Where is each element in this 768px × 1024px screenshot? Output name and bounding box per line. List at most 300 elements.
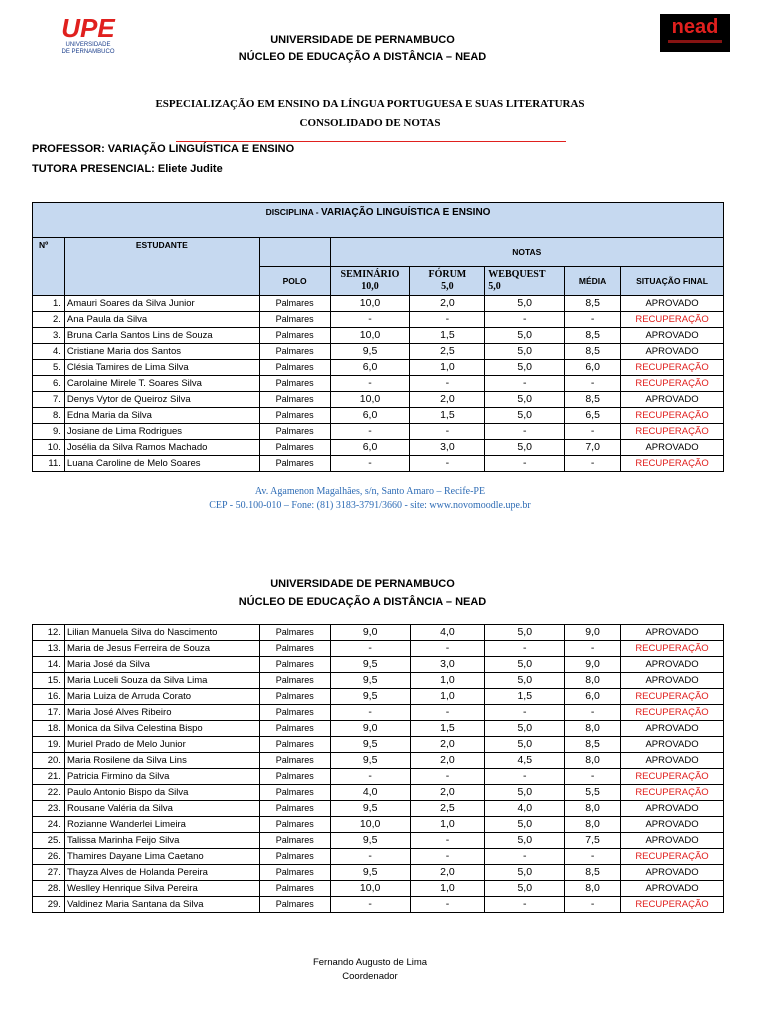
student-name: Thamires Dayane Lima Caetano xyxy=(64,849,259,865)
forum-grade: 2,5 xyxy=(410,344,485,360)
situacao-status: APROVADO xyxy=(621,801,724,817)
red-divider xyxy=(176,141,566,142)
student-row xyxy=(33,721,724,737)
situacao-status: APROVADO xyxy=(621,833,724,849)
polo-value: Palmares xyxy=(259,360,330,376)
student-row xyxy=(33,833,724,849)
situacao-status: RECUPERAÇÃO xyxy=(621,408,724,424)
student-name: Patricia Firmino da Silva xyxy=(64,769,259,785)
header-row-1 xyxy=(33,238,724,267)
grades-table-1 xyxy=(32,202,724,472)
row-number: 19. xyxy=(33,737,65,753)
situacao-status: RECUPERAÇÃO xyxy=(621,641,724,657)
student-row xyxy=(33,865,724,881)
polo-value: Palmares xyxy=(259,328,330,344)
student-name: Maria Luiza de Arruda Corato xyxy=(64,689,259,705)
row-number: 6. xyxy=(33,376,65,392)
polo-value: Palmares xyxy=(259,817,330,833)
student-row xyxy=(33,849,724,865)
media-grade: - xyxy=(565,456,621,472)
nucleus-title-2: NÚCLEO DE EDUCAÇÃO A DISTÂNCIA – NEAD xyxy=(238,596,487,608)
seminario-grade: - xyxy=(330,424,410,440)
seminario-grade: - xyxy=(330,769,410,785)
col-polo-top xyxy=(259,238,330,267)
forum-label: FÓRUM xyxy=(428,269,467,280)
row-number: 17. xyxy=(33,705,65,721)
student-row xyxy=(33,705,724,721)
row-number: 9. xyxy=(33,424,65,440)
seminario-grade: 9,5 xyxy=(330,865,410,881)
col-seminario xyxy=(330,267,410,296)
situacao-status: RECUPERAÇÃO xyxy=(621,769,724,785)
media-grade: 9,0 xyxy=(565,625,621,641)
student-row xyxy=(33,737,724,753)
student-name: Monica da Silva Celestina Bispo xyxy=(64,721,259,737)
student-row xyxy=(33,673,724,689)
seminario-grade: 9,0 xyxy=(330,721,410,737)
signature-role: Coordenador xyxy=(342,971,398,982)
nead-logo-text: nead xyxy=(671,16,719,38)
seminario-grade: 6,0 xyxy=(330,440,410,456)
webquest-grade: - xyxy=(485,705,565,721)
forum-grade: - xyxy=(410,849,485,865)
student-name: Maria de Jesus Ferreira de Souza xyxy=(64,641,259,657)
situacao-status: RECUPERAÇÃO xyxy=(621,705,724,721)
media-grade: 5,5 xyxy=(565,785,621,801)
situacao-status: APROVADO xyxy=(621,328,724,344)
webquest-grade: 5,0 xyxy=(485,721,565,737)
forum-grade: 1,0 xyxy=(410,360,485,376)
row-number: 25. xyxy=(33,833,65,849)
polo-value: Palmares xyxy=(259,721,330,737)
webquest-max: 5,0 xyxy=(488,281,501,292)
media-grade: 8,5 xyxy=(565,296,621,312)
seminario-grade: 10,0 xyxy=(330,328,410,344)
row-number: 13. xyxy=(33,641,65,657)
row-number: 8. xyxy=(33,408,65,424)
student-row xyxy=(33,657,724,673)
webquest-grade: - xyxy=(485,769,565,785)
seminario-grade: - xyxy=(330,376,410,392)
forum-grade: 1,0 xyxy=(410,817,485,833)
situacao-status: RECUPERAÇÃO xyxy=(621,785,724,801)
student-row xyxy=(33,440,724,456)
media-grade: 8,0 xyxy=(565,817,621,833)
student-name: Maria José da Silva xyxy=(64,657,259,673)
webquest-grade: 5,0 xyxy=(485,785,565,801)
student-name: Cristiane Maria dos Santos xyxy=(64,344,259,360)
situacao-status: RECUPERAÇÃO xyxy=(621,897,724,913)
webquest-grade: 5,0 xyxy=(485,865,565,881)
forum-grade: 4,0 xyxy=(410,625,485,641)
report-subtitle: CONSOLIDADO DE NOTAS xyxy=(299,117,441,129)
polo-value: Palmares xyxy=(259,344,330,360)
forum-grade: 1,0 xyxy=(410,689,485,705)
polo-value: Palmares xyxy=(259,673,330,689)
polo-value: Palmares xyxy=(259,296,330,312)
student-row xyxy=(33,785,724,801)
student-name: Thayza Alves de Holanda Pereira xyxy=(64,865,259,881)
col-webquest xyxy=(485,267,565,296)
student-name: Edna Maria da Silva xyxy=(64,408,259,424)
forum-grade: - xyxy=(410,641,485,657)
polo-value: Palmares xyxy=(259,769,330,785)
situacao-status: APROVADO xyxy=(621,673,724,689)
student-row xyxy=(33,641,724,657)
student-row xyxy=(33,817,724,833)
webquest-grade: 1,5 xyxy=(485,689,565,705)
media-grade: 8,0 xyxy=(565,753,621,769)
tutora-line: TUTORA PRESENCIAL: Eliete Judite xyxy=(32,163,223,175)
polo-value: Palmares xyxy=(259,424,330,440)
webquest-grade: 5,0 xyxy=(485,673,565,689)
situacao-status: RECUPERAÇÃO xyxy=(621,424,724,440)
situacao-status: APROVADO xyxy=(621,392,724,408)
student-row xyxy=(33,408,724,424)
webquest-grade: 5,0 xyxy=(485,296,565,312)
seminario-grade: 6,0 xyxy=(330,360,410,376)
forum-grade: - xyxy=(410,376,485,392)
row-number: 1. xyxy=(33,296,65,312)
student-name: Maria Rosilene da Silva Lins xyxy=(64,753,259,769)
media-grade: 8,0 xyxy=(565,673,621,689)
seminario-grade: 9,5 xyxy=(330,689,410,705)
webquest-grade: 4,0 xyxy=(485,801,565,817)
signature-name: Fernando Augusto de Lima xyxy=(312,957,428,968)
row-number: 28. xyxy=(33,881,65,897)
polo-value: Palmares xyxy=(259,440,330,456)
professor-line: PROFESSOR: VARIAÇÃO LINGUÍSTICA E ENSINO xyxy=(32,143,295,155)
polo-value: Palmares xyxy=(259,312,330,328)
student-name: Ana Paula da Silva xyxy=(64,312,259,328)
seminario-grade: 10,0 xyxy=(330,392,410,408)
student-name: Paulo Antonio Bispo da Silva xyxy=(64,785,259,801)
col-forum xyxy=(410,267,485,296)
upe-logo-text: UPE xyxy=(61,13,115,43)
media-grade: - xyxy=(565,849,621,865)
media-grade: - xyxy=(565,641,621,657)
polo-value: Palmares xyxy=(259,456,330,472)
disciplina-row xyxy=(33,203,724,238)
student-name: Valdinez Maria Santana da Silva xyxy=(64,897,259,913)
row-number: 26. xyxy=(33,849,65,865)
row-number: 12. xyxy=(33,625,65,641)
row-number: 10. xyxy=(33,440,65,456)
seminario-grade: 6,0 xyxy=(330,408,410,424)
media-grade: 9,0 xyxy=(565,657,621,673)
student-name: Luana Caroline de Melo Soares xyxy=(64,456,259,472)
webquest-grade: 5,0 xyxy=(485,392,565,408)
student-row xyxy=(33,312,724,328)
seminario-grade: 10,0 xyxy=(330,817,410,833)
col-media: MÉDIA xyxy=(565,267,621,296)
row-number: 20. xyxy=(33,753,65,769)
student-row xyxy=(33,376,724,392)
seminario-grade: 9,5 xyxy=(330,673,410,689)
polo-value: Palmares xyxy=(259,705,330,721)
seminario-grade: - xyxy=(330,849,410,865)
forum-grade: 2,0 xyxy=(410,785,485,801)
row-number: 15. xyxy=(33,673,65,689)
webquest-grade: 5,0 xyxy=(485,833,565,849)
situacao-status: APROVADO xyxy=(621,344,724,360)
grades-table-2 xyxy=(32,624,724,913)
polo-value: Palmares xyxy=(259,657,330,673)
seminario-grade: 9,5 xyxy=(330,801,410,817)
situacao-status: APROVADO xyxy=(621,440,724,456)
media-grade: 8,5 xyxy=(565,392,621,408)
row-number: 2. xyxy=(33,312,65,328)
student-row xyxy=(33,801,724,817)
nead-logo xyxy=(660,14,730,52)
student-name: Amauri Soares da Silva Junior xyxy=(64,296,259,312)
media-grade: - xyxy=(565,705,621,721)
student-row xyxy=(33,625,724,641)
col-polo: POLO xyxy=(259,267,330,296)
forum-grade: 2,0 xyxy=(410,392,485,408)
student-name: Josiane de Lima Rodrigues xyxy=(64,424,259,440)
polo-value: Palmares xyxy=(259,753,330,769)
address-line-1: Av. Agamenon Magalhães, s/n, Santo Amaro – Recife-PE xyxy=(254,486,486,497)
row-number: 4. xyxy=(33,344,65,360)
media-grade: - xyxy=(565,769,621,785)
seminario-grade: - xyxy=(330,897,410,913)
media-grade: 6,5 xyxy=(565,408,621,424)
forum-grade: - xyxy=(410,897,485,913)
media-grade: 8,0 xyxy=(565,721,621,737)
webquest-grade: 5,0 xyxy=(485,344,565,360)
col-estudante: ESTUDANTE xyxy=(64,238,259,296)
student-name: Lilian Manuela Silva do Nascimento xyxy=(64,625,259,641)
student-name: Clésia Tamires de Lima Silva xyxy=(64,360,259,376)
row-number: 21. xyxy=(33,769,65,785)
media-grade: - xyxy=(565,424,621,440)
forum-grade: 2,0 xyxy=(410,296,485,312)
forum-grade: 3,0 xyxy=(410,440,485,456)
webquest-grade: - xyxy=(485,312,565,328)
webquest-grade: 4,5 xyxy=(485,753,565,769)
seminario-grade: - xyxy=(330,641,410,657)
seminario-grade: 9,5 xyxy=(330,344,410,360)
row-number: 29. xyxy=(33,897,65,913)
seminario-grade: 9,5 xyxy=(330,657,410,673)
row-number: 16. xyxy=(33,689,65,705)
col-notas: NOTAS xyxy=(330,238,723,267)
forum-grade: - xyxy=(410,833,485,849)
seminario-grade: 10,0 xyxy=(330,296,410,312)
webquest-grade: 5,0 xyxy=(485,737,565,753)
student-name: Rousane Valéria da Silva xyxy=(64,801,259,817)
situacao-status: RECUPERAÇÃO xyxy=(621,312,724,328)
row-number: 11. xyxy=(33,456,65,472)
webquest-grade: 5,0 xyxy=(485,328,565,344)
webquest-grade: - xyxy=(485,456,565,472)
forum-grade: 1,0 xyxy=(410,673,485,689)
student-name: Maria José Alves Ribeiro xyxy=(64,705,259,721)
polo-value: Palmares xyxy=(259,625,330,641)
student-name: Talissa Marinha Feijo Silva xyxy=(64,833,259,849)
seminario-grade: 9,5 xyxy=(330,753,410,769)
seminario-grade: 4,0 xyxy=(330,785,410,801)
row-number: 7. xyxy=(33,392,65,408)
media-grade: - xyxy=(565,376,621,392)
media-grade: 8,5 xyxy=(565,865,621,881)
media-grade: 8,5 xyxy=(565,328,621,344)
forum-grade: 1,5 xyxy=(410,328,485,344)
seminario-grade: 10,0 xyxy=(330,881,410,897)
polo-value: Palmares xyxy=(259,801,330,817)
student-row xyxy=(33,424,724,440)
webquest-grade: - xyxy=(485,641,565,657)
forum-max: 5,0 xyxy=(441,281,454,292)
forum-grade: 2,0 xyxy=(410,865,485,881)
situacao-status: RECUPERAÇÃO xyxy=(621,376,724,392)
polo-value: Palmares xyxy=(259,785,330,801)
course-title: ESPECIALIZAÇÃO EM ENSINO DA LÍNGUA PORTUGUESA E SUAS LITERATURAS xyxy=(155,98,585,110)
forum-grade: 1,5 xyxy=(410,408,485,424)
student-name: Denys Vytor de Queiroz Silva xyxy=(64,392,259,408)
student-row xyxy=(33,344,724,360)
row-number: 18. xyxy=(33,721,65,737)
webquest-grade: 5,0 xyxy=(485,360,565,376)
row-number: 23. xyxy=(33,801,65,817)
situacao-status: APROVADO xyxy=(621,817,724,833)
student-row xyxy=(33,881,724,897)
webquest-grade: - xyxy=(485,376,565,392)
forum-grade: 1,5 xyxy=(410,721,485,737)
student-row xyxy=(33,392,724,408)
col-num: Nº xyxy=(33,238,65,296)
student-row xyxy=(33,769,724,785)
student-name: Carolaine Mirele T. Soares Silva xyxy=(64,376,259,392)
forum-grade: - xyxy=(410,456,485,472)
webquest-grade: - xyxy=(485,424,565,440)
upe-logo-sub1: UNIVERSIDADE xyxy=(65,42,111,48)
polo-value: Palmares xyxy=(259,392,330,408)
col-situacao: SITUAÇÃO FINAL xyxy=(621,267,724,296)
forum-grade: 3,0 xyxy=(410,657,485,673)
student-name: Weslley Henrique Silva Pereira xyxy=(64,881,259,897)
row-number: 14. xyxy=(33,657,65,673)
forum-grade: 2,5 xyxy=(410,801,485,817)
forum-grade: 2,0 xyxy=(410,737,485,753)
webquest-grade: 5,0 xyxy=(485,881,565,897)
student-name: Bruna Carla Santos Lins de Souza xyxy=(64,328,259,344)
forum-grade: - xyxy=(410,705,485,721)
student-row xyxy=(33,753,724,769)
situacao-status: APROVADO xyxy=(621,865,724,881)
seminario-grade: - xyxy=(330,312,410,328)
situacao-status: RECUPERAÇÃO xyxy=(621,360,724,376)
polo-value: Palmares xyxy=(259,376,330,392)
situacao-status: APROVADO xyxy=(621,625,724,641)
polo-value: Palmares xyxy=(259,865,330,881)
media-grade: 6,0 xyxy=(565,689,621,705)
webquest-grade: 5,0 xyxy=(485,817,565,833)
polo-value: Palmares xyxy=(259,408,330,424)
media-grade: 8,0 xyxy=(565,801,621,817)
media-grade: 8,5 xyxy=(565,344,621,360)
seminario-grade: 9,0 xyxy=(330,625,410,641)
media-grade: 8,5 xyxy=(565,737,621,753)
student-row xyxy=(33,328,724,344)
student-name: Josélia da Silva Ramos Machado xyxy=(64,440,259,456)
student-row xyxy=(33,360,724,376)
seminario-grade: 9,5 xyxy=(330,737,410,753)
seminario-grade: 9,5 xyxy=(330,833,410,849)
disciplina-value: VARIAÇÃO LINGUÍSTICA E ENSINO xyxy=(320,207,491,218)
situacao-status: APROVADO xyxy=(621,657,724,673)
polo-value: Palmares xyxy=(259,641,330,657)
polo-value: Palmares xyxy=(259,849,330,865)
student-row xyxy=(33,296,724,312)
row-number: 3. xyxy=(33,328,65,344)
polo-value: Palmares xyxy=(259,881,330,897)
media-grade: 6,0 xyxy=(565,360,621,376)
forum-grade: 1,0 xyxy=(410,881,485,897)
media-grade: - xyxy=(565,312,621,328)
forum-grade: - xyxy=(410,769,485,785)
student-row xyxy=(33,689,724,705)
seminario-grade: - xyxy=(330,705,410,721)
polo-value: Palmares xyxy=(259,833,330,849)
situacao-status: APROVADO xyxy=(621,753,724,769)
polo-value: Palmares xyxy=(259,897,330,913)
webquest-grade: - xyxy=(485,897,565,913)
webquest-grade: 5,0 xyxy=(485,657,565,673)
situacao-status: APROVADO xyxy=(621,881,724,897)
situacao-status: RECUPERAÇÃO xyxy=(621,689,724,705)
webquest-grade: 5,0 xyxy=(485,440,565,456)
row-number: 24. xyxy=(33,817,65,833)
seminario-label: SEMINÁRIO xyxy=(340,269,400,280)
webquest-grade: - xyxy=(485,849,565,865)
media-grade: - xyxy=(565,897,621,913)
student-row xyxy=(33,897,724,913)
university-title: UNIVERSIDADE DE PERNAMBUCO xyxy=(270,34,455,46)
student-name: Maria Luceli Souza da Silva Lima xyxy=(64,673,259,689)
webquest-grade: 5,0 xyxy=(485,625,565,641)
student-row xyxy=(33,456,724,472)
media-grade: 7,0 xyxy=(565,440,621,456)
forum-grade: 2,0 xyxy=(410,753,485,769)
webquest-label: WEBQUEST xyxy=(488,269,546,280)
situacao-status: APROVADO xyxy=(621,721,724,737)
student-name: Rozianne Wanderlei Limeira xyxy=(64,817,259,833)
situacao-status: RECUPERAÇÃO xyxy=(621,456,724,472)
situacao-status: APROVADO xyxy=(621,737,724,753)
disciplina-label: DISCIPLINA - xyxy=(265,207,321,217)
student-name: Muriel Prado de Melo Junior xyxy=(64,737,259,753)
forum-grade: - xyxy=(410,424,485,440)
media-grade: 8,0 xyxy=(565,881,621,897)
nucleus-title: NÚCLEO DE EDUCAÇÃO A DISTÂNCIA – NEAD xyxy=(238,51,487,63)
forum-grade: - xyxy=(410,312,485,328)
seminario-grade: - xyxy=(330,456,410,472)
polo-value: Palmares xyxy=(259,737,330,753)
row-number: 5. xyxy=(33,360,65,376)
media-grade: 7,5 xyxy=(565,833,621,849)
situacao-status: APROVADO xyxy=(621,296,724,312)
university-title-2: UNIVERSIDADE DE PERNAMBUCO xyxy=(270,578,455,590)
row-number: 22. xyxy=(33,785,65,801)
situacao-status: RECUPERAÇÃO xyxy=(621,849,724,865)
upe-logo-sub2: DE PERNAMBUCO xyxy=(61,49,115,55)
disciplina-cell xyxy=(33,203,724,238)
webquest-grade: 5,0 xyxy=(485,408,565,424)
seminario-max: 10,0 xyxy=(361,281,379,292)
row-number: 27. xyxy=(33,865,65,881)
